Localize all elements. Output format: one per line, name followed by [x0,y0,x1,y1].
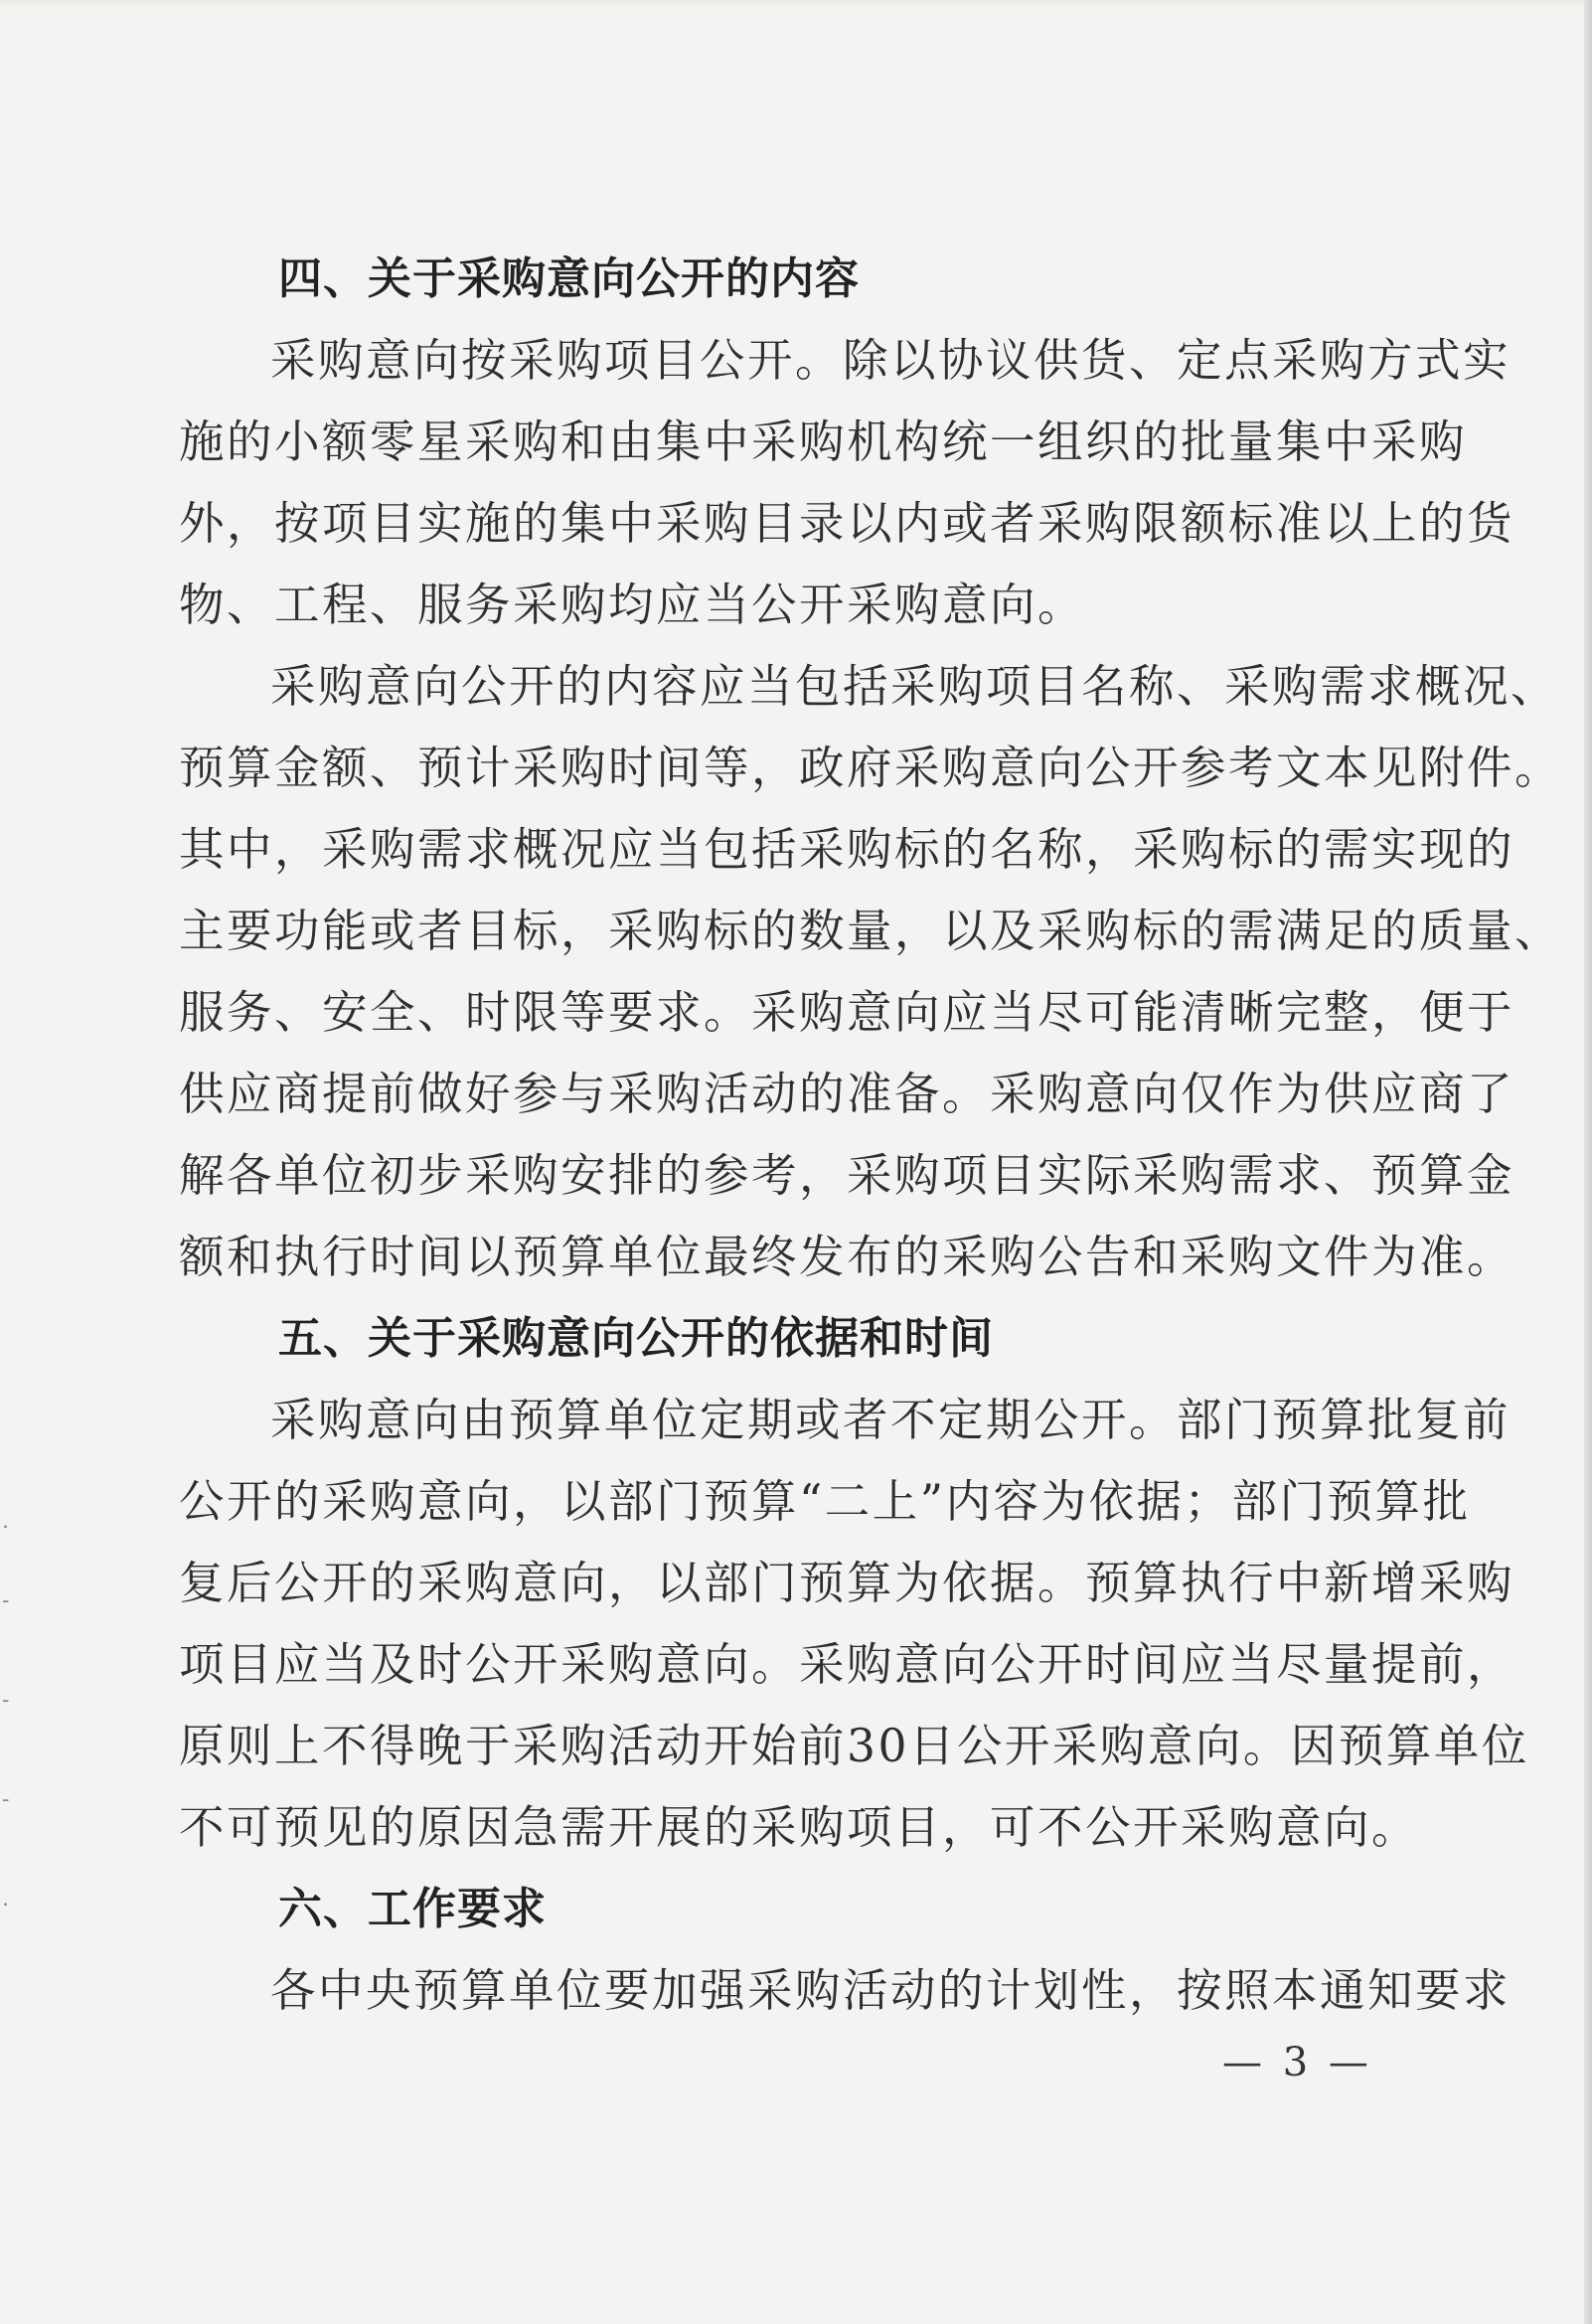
document-body [179,239,1563,2032]
paragraph [179,1950,1512,2032]
paragraph-line: 供应商提前做好参与采购活动的准备。采购意向仅作为供应商了 [179,1068,1515,1120]
paragraph-line: 复后公开的采购意向，以部门预算为依据。预算执行中新增采购 [179,1557,1515,1609]
margin-mark: . [2,1887,9,1911]
paragraph [179,1380,1529,1869]
margin-mark: - [2,1688,10,1713]
page-number: — 3 — [1222,2040,1372,2085]
paragraph-line: 原则上不得晚于采购活动开始前30日公开采购意向。因预算单位 [179,1720,1529,1772]
paragraph-line: 项目应当及时公开采购意向。采购意向公开时间应当尽量提前， [179,1638,1515,1691]
paragraph-line: 其中，采购需求概况应当包括采购标的名称，采购标的需实现的 [179,823,1515,876]
paragraph-line: 不可预见的原因急需开展的采购项目，可不公开采购意向。 [179,1801,1420,1854]
section-heading: 四、关于采购意向公开的内容 [278,253,860,304]
paragraph-line: 施的小额零星采购和由集中采购机构统一组织的批量集中采购 [179,415,1468,468]
margin-mark: - [2,1787,10,1812]
section-heading: 六、工作要求 [278,1884,547,1934]
paragraph-line: 采购意向公开的内容应当包括采购项目名称、采购需求概况、 [270,660,1559,713]
paragraph [179,320,1515,646]
paragraph-line: 采购意向按采购项目公开。除以协议供货、定点采购方式实 [270,334,1512,387]
page-top-edge [0,0,1592,6]
paragraph-line: 预算金额、预计采购时间等，政府采购意向公开参考文本见附件。 [179,742,1563,794]
paragraph-line: 额和执行时间以预算单位最终发布的采购公告和采购文件为准。 [179,1231,1515,1283]
page-right-edge [1584,0,1592,2324]
paragraph [179,646,1563,1298]
margin-mark: - [2,1588,10,1613]
section-heading: 五、关于采购意向公开的依据和时间 [278,1313,994,1364]
paragraph-line: 外，按项目实施的集中采购目录以内或者采购限额标准以上的货 [179,497,1515,550]
paragraph-line: 服务、安全、时限等要求。采购意向应当尽可能清晰完整，便于 [179,986,1515,1039]
paragraph-line: 各中央预算单位要加强采购活动的计划性，按照本通知要求 [270,1964,1512,2017]
paragraph-line: 采购意向由预算单位定期或者不定期公开。部门预算批复前 [270,1394,1512,1446]
paragraph-line: 解各单位初步采购安排的参考，采购项目实际采购需求、预算金 [179,1149,1515,1202]
margin-mark: . [2,1509,9,1534]
paragraph-line: 物、工程、服务采购均应当公开采购意向。 [179,579,1086,631]
paragraph-line: 主要功能或者目标，采购标的数量，以及采购标的需满足的质量、 [179,905,1563,957]
paragraph-line: 公开的采购意向，以部门预算“二上”内容为依据；部门预算批 [179,1475,1471,1528]
binding-margin-marks [2,0,16,2324]
